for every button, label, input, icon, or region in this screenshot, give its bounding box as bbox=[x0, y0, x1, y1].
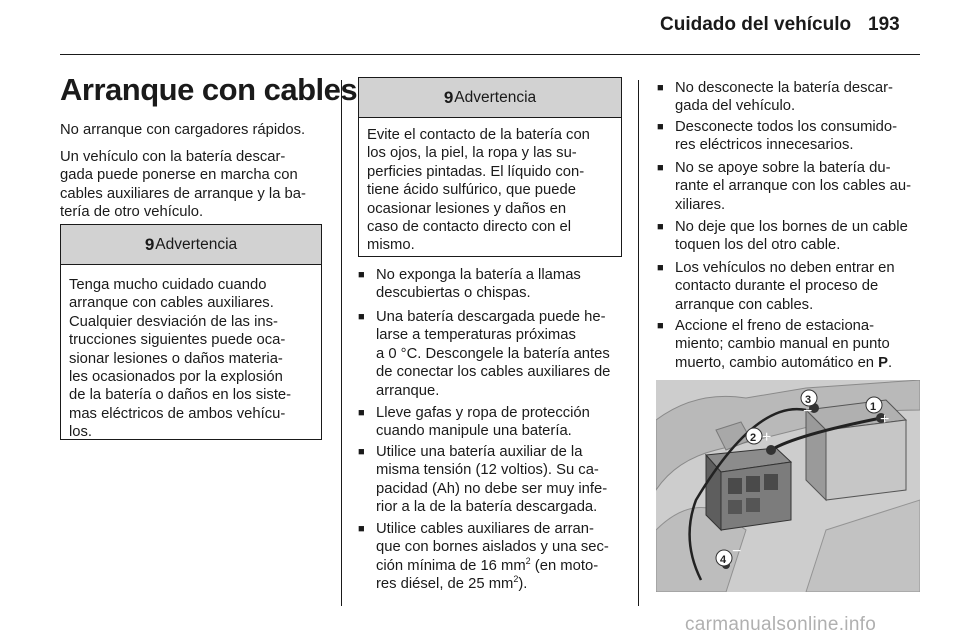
warning-header bbox=[359, 78, 621, 118]
label-1: 1 bbox=[870, 401, 877, 413]
bullet-line: Accione el freno de estaciona- bbox=[675, 318, 875, 334]
minus-sign-4: − bbox=[732, 543, 742, 560]
bullet-line: res diésel, de 25 $mm^2$). bbox=[376, 574, 528, 593]
bullet-line: descubiertas o chispas. bbox=[376, 285, 531, 302]
warning-line: Cualquier desviación de las ins- bbox=[69, 313, 278, 330]
bullet-square-icon: ■ bbox=[657, 82, 664, 94]
bullet-line: pacidad (Ah) no debe ser muy infe- bbox=[376, 480, 608, 497]
bullet-square-icon: ■ bbox=[657, 121, 664, 133]
warning-line: de la batería o daños en los siste- bbox=[69, 387, 292, 404]
warning-line: les ocasionados por la explosión bbox=[69, 369, 283, 386]
jump-start-illustration bbox=[656, 380, 920, 592]
warning-line: los. bbox=[69, 424, 93, 441]
warning-box-1 bbox=[60, 224, 322, 440]
warning-title: Advertencia bbox=[454, 88, 537, 106]
label-3: 3 bbox=[805, 394, 812, 406]
warning-icon: 9 bbox=[443, 87, 454, 107]
column-divider-1 bbox=[341, 80, 342, 606]
warning-line: trucciones siguientes puede oca- bbox=[69, 332, 286, 349]
warning-line: los ojos, la piel, la ropa y las su- bbox=[367, 145, 577, 162]
warning-line: caso de contacto directo con el bbox=[367, 219, 571, 236]
bullet-line: rior a la de la batería descargada. bbox=[376, 499, 598, 516]
section-title: Arranque con cables bbox=[60, 72, 358, 107]
intro-paragraph-1 bbox=[60, 121, 305, 139]
intro-paragraph-2 bbox=[60, 148, 306, 222]
bullet-line: No desconecte la batería descar- bbox=[675, 80, 893, 96]
bullet-line: Los vehículos no deben entrar en bbox=[675, 260, 895, 276]
intro-line: Un vehículo con la batería descar- bbox=[60, 149, 286, 165]
bullet-line: contacto durante el proceso de bbox=[675, 278, 879, 295]
page-number: 193 bbox=[868, 14, 900, 35]
intro-line: No arranque con cargadores rápidos. bbox=[60, 122, 306, 138]
running-header-title: Cuidado del vehículo bbox=[660, 14, 852, 35]
bullet-line: No deje que los bornes de un cable bbox=[675, 219, 908, 235]
bullet-line: Lleve gafas y ropa de protección bbox=[376, 405, 590, 421]
warning-line: mas eléctricos de ambos vehícu- bbox=[69, 405, 286, 422]
bullet-line: res eléctricos innecesarios. bbox=[675, 137, 854, 154]
bullet-line: Una batería descargada puede he- bbox=[376, 309, 606, 325]
warning-text bbox=[61, 265, 321, 442]
warning-line: sionar lesiones o daños materia- bbox=[69, 350, 283, 367]
bullet-line: miento; cambio manual en punto bbox=[675, 336, 890, 353]
column-divider-2 bbox=[638, 80, 639, 606]
bullet-line: Desconecte todos los consumido- bbox=[675, 119, 898, 135]
warning-line: arranque con cables auxiliares. bbox=[69, 295, 274, 312]
bullet-square-icon: ■ bbox=[657, 162, 664, 174]
bullet-line: toquen los del otro cable. bbox=[675, 237, 841, 254]
bullet-line: No se apoye sobre la batería du- bbox=[675, 160, 891, 176]
bullet-line: xiliares. bbox=[675, 196, 726, 213]
plus-sign-1: + bbox=[880, 411, 890, 428]
watermark: carmanualsonline.info bbox=[685, 614, 877, 635]
warning-line: perficies pintadas. El líquido con- bbox=[367, 163, 585, 180]
bullet-line: No exponga la batería a llamas bbox=[376, 267, 581, 283]
bullet-square-icon: ■ bbox=[358, 269, 365, 281]
plus-sign-2: + bbox=[762, 429, 772, 446]
bullet-line: arranque. bbox=[376, 382, 440, 399]
warning-line: ocasionar lesiones y daños en bbox=[367, 200, 567, 217]
engine-bay-drawing bbox=[656, 380, 920, 592]
bullet-square-icon: ■ bbox=[358, 407, 365, 419]
warning-line: Tenga mucho cuidado cuando bbox=[69, 277, 267, 293]
bullet-line: misma tensión (12 voltios). Su ca- bbox=[376, 462, 599, 479]
bullet-square-icon: ■ bbox=[657, 262, 664, 274]
bullet-line: larse a temperaturas próximas bbox=[376, 327, 576, 344]
bullet-line: muerto, cambio automático en P. bbox=[675, 354, 893, 371]
warning-line: tiene ácido sulfúrico, que puede bbox=[367, 182, 576, 199]
bullet-line: gada del vehículo. bbox=[675, 98, 796, 115]
bullet-square-icon: ■ bbox=[657, 320, 664, 332]
bullet-square-icon: ■ bbox=[358, 446, 365, 458]
bullet-square-icon: ■ bbox=[657, 221, 664, 233]
bullet-line: Utilice cables auxiliares de arran- bbox=[376, 521, 594, 537]
bullet-line: arranque con cables. bbox=[675, 296, 814, 313]
bullet-line: cuando manipule una batería. bbox=[376, 423, 572, 440]
warning-header bbox=[61, 225, 321, 265]
header-rule bbox=[60, 54, 920, 55]
bullet-square-icon: ■ bbox=[358, 523, 365, 535]
bullet-line: ción mínima de 16 $mm^2$ (en moto- bbox=[376, 555, 599, 574]
label-4: 4 bbox=[720, 554, 727, 566]
minus-sign-3: − bbox=[803, 403, 813, 420]
warning-box-2 bbox=[358, 77, 622, 257]
label-2: 2 bbox=[750, 432, 757, 444]
intro-line: cables auxiliares de arranque y la ba- bbox=[60, 185, 306, 202]
bullet-line: rante el arranque con los cables au- bbox=[675, 178, 912, 195]
bullet-line: de conectar los cables auxiliares de bbox=[376, 364, 611, 381]
warning-line: mismo. bbox=[367, 237, 415, 254]
bullet-line: Utilice una batería auxiliar de la bbox=[376, 444, 583, 460]
warning-icon: 9 bbox=[144, 234, 155, 254]
intro-line: gada puede ponerse en marcha con bbox=[60, 167, 298, 184]
bullet-line: a 0 °C. Descongele la batería antes bbox=[376, 345, 610, 362]
warning-title: Advertencia bbox=[155, 235, 238, 253]
bullet-square-icon: ■ bbox=[358, 311, 365, 323]
intro-line: tería de otro vehículo. bbox=[60, 204, 204, 221]
bullet-line: que con bornes aislados y una sec- bbox=[376, 539, 609, 556]
warning-text bbox=[359, 118, 621, 255]
warning-line: Evite el contacto de la batería con bbox=[367, 127, 590, 143]
